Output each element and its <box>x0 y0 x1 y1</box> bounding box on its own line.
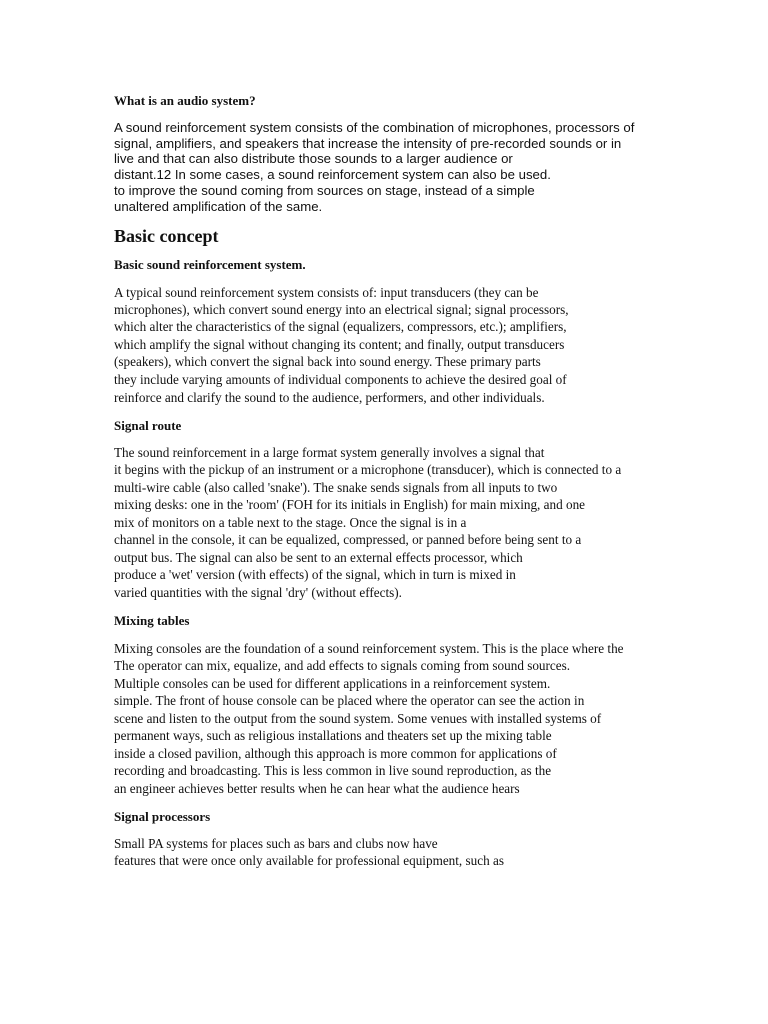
paragraph-line: produce a 'wet' version (with effects) of the signal, which in turn is mixed in <box>114 567 516 582</box>
paragraph-line: mix of monitors on a table next to the stage. Once the signal is in a <box>114 515 467 530</box>
paragraph-line: permanent ways, such as religious installations and theaters set up the mixing table <box>114 728 552 743</box>
paragraph-line: reinforce and clarify the sound to the audience, performers, and other individuals. <box>114 390 545 405</box>
paragraph-line: mixing desks: one in the 'room' (FOH for its initials in English) for main mixing, and one <box>114 497 586 512</box>
paragraph-line: signal, amplifiers, and speakers that increase the intensity of pre-recorded sounds or in <box>114 136 622 151</box>
subsection-heading-mixing-tables: Mixing tables <box>114 613 190 628</box>
paragraph-line: which alter the characteristics of the signal (equalizers, compressors, etc.); amplifiers, <box>114 319 567 334</box>
paragraph-line: recording and broadcasting. This is less common in live sound reproduction, as the <box>114 763 552 778</box>
paragraph-line: varied quantities with the signal 'dry' (without effects). <box>114 585 402 600</box>
section-heading-basic-concept: Basic concept <box>114 226 219 246</box>
paragraph-line: (speakers), which convert the signal back into sound energy. These primary parts <box>114 354 541 369</box>
subsection-heading-signal-route: Signal route <box>114 418 182 433</box>
section-heading-audio-system: What is an audio system? <box>114 93 256 108</box>
subsection-heading-signal-processors: Signal processors <box>114 809 211 824</box>
paragraph-line: an engineer achieves better results when he can hear what the audience hears <box>114 781 520 796</box>
paragraph-line: multi-wire cable (also called 'snake'). The snake sends signals from all inputs to two <box>114 480 558 495</box>
paragraph-line: The sound reinforcement in a large format system generally involves a signal that <box>114 445 545 460</box>
paragraph-line: scene and listen to the output from the sound system. Some venues with installed systems of <box>114 711 602 726</box>
paragraph-line: microphones), which convert sound energy into an electrical signal; signal processors, <box>114 302 569 317</box>
paragraph-line: to improve the sound coming from sources on stage, instead of a simple <box>114 183 535 198</box>
paragraph-line: they include varying amounts of individual components to achieve the desired goal of <box>114 372 567 387</box>
paragraph-line: Multiple consoles can be used for different applications in a reinforcement system. <box>114 676 551 691</box>
paragraph-line: distant.12 In some cases, a sound reinforcement system can also be used. <box>114 167 551 182</box>
paragraph-line: live and that can also distribute those sounds to a larger audience or <box>114 151 513 166</box>
paragraph-line: output bus. The signal can also be sent to an external effects processor, which <box>114 550 523 565</box>
paragraph-line: channel in the console, it can be equalized, compressed, or panned before being sent to a <box>114 532 582 547</box>
paragraph-line: simple. The front of house console can be placed where the operator can see the action in <box>114 693 585 708</box>
paragraph-line: features that were once only available for professional equipment, such as <box>114 853 504 868</box>
paragraph-line: which amplify the signal without changing its content; and finally, output transducers <box>114 337 565 352</box>
paragraph-line: Small PA systems for places such as bars and clubs now have <box>114 836 438 851</box>
paragraph-line: inside a closed pavilion, although this approach is more common for applications of <box>114 746 557 761</box>
paragraph-line: it begins with the pickup of an instrument or a microphone (transducer), which is connected to a <box>114 462 622 477</box>
paragraph-line: Mixing consoles are the foundation of a sound reinforcement system. This is the place where the <box>114 641 624 656</box>
paragraph-line: A sound reinforcement system consists of the combination of microphones, processors of <box>114 120 635 135</box>
subsection-heading-basic-system: Basic sound reinforcement system. <box>114 257 306 272</box>
paragraph-line: The operator can mix, equalize, and add effects to signals coming from sound sources. <box>114 658 571 673</box>
paragraph-line: unaltered amplification of the same. <box>114 199 323 214</box>
paragraph-line: A typical sound reinforcement system consists of: input transducers (they can be <box>114 285 539 300</box>
